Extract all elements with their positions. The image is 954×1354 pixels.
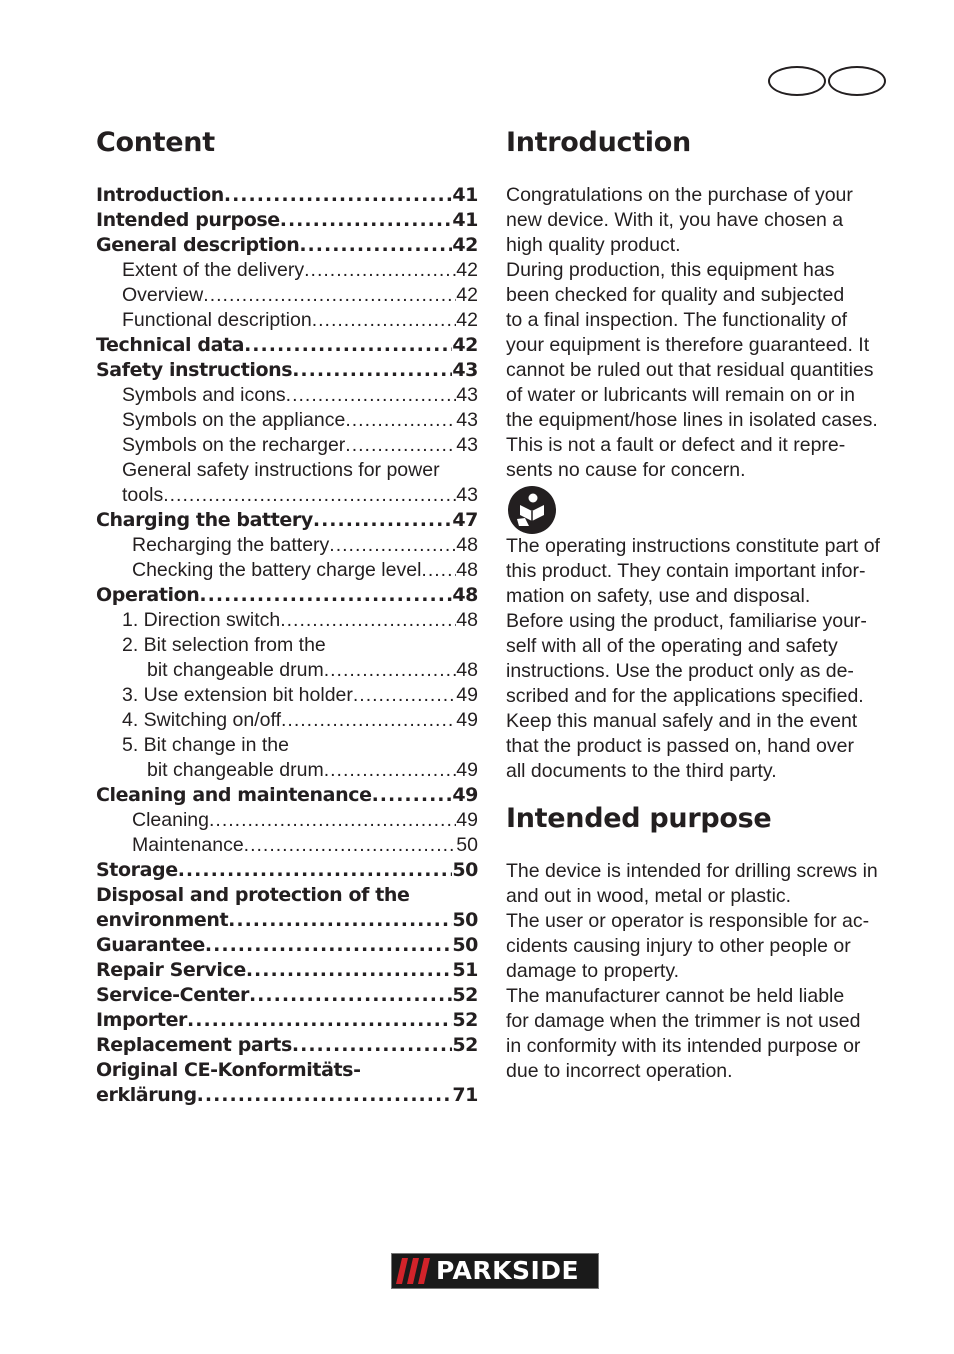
- introduction-line: cannot be ruled out that residual quantities: [506, 359, 874, 381]
- toc-entry-label: Maintenance: [132, 834, 244, 856]
- intended-purpose-line: due to incorrect operation.: [506, 1060, 733, 1082]
- toc-entry: [96, 958, 478, 983]
- toc-entry: [96, 558, 478, 583]
- introduction-line: Congratulations on the purchase of your: [506, 184, 853, 206]
- toc-entry: [96, 708, 478, 733]
- toc-leader-dots: [292, 1033, 452, 1058]
- toc-leader-dots: [324, 658, 457, 683]
- toc-leader-dots: [163, 483, 456, 508]
- operating-instructions-line: Before using the product, familiarise your-: [506, 610, 867, 632]
- toc-entry: [96, 833, 478, 858]
- table-of-contents: [96, 183, 478, 1108]
- toc-entry-page: 49: [456, 684, 478, 706]
- read-manual-icon: [507, 485, 557, 535]
- toc-leader-dots: [246, 958, 453, 983]
- toc-leader-dots: [281, 708, 456, 733]
- toc-entry-page: 49: [456, 709, 478, 731]
- operating-instructions-line: that the product is passed on, hand over: [506, 735, 854, 757]
- introduction-line: of water or lubricants will remain on or in: [506, 384, 855, 406]
- toc-entry-page: 48: [456, 559, 478, 581]
- toc-entry: [96, 733, 478, 758]
- toc-entry: [96, 783, 478, 808]
- toc-entry-page: 43: [456, 384, 478, 406]
- operating-instructions-line: mation on safety, use and disposal.: [506, 585, 811, 607]
- toc-entry-label: Overview: [122, 284, 204, 306]
- toc-leader-dots: [372, 783, 453, 808]
- toc-entry-page: 43: [456, 434, 478, 456]
- language-marker: [768, 66, 890, 98]
- toc-entry-label: 1. Direction switch: [122, 609, 281, 631]
- operating-instructions-line: this product. They contain important infor-: [506, 560, 866, 582]
- toc-leader-dots: [421, 558, 456, 583]
- toc-leader-dots: [313, 508, 453, 533]
- toc-entry: [96, 608, 478, 633]
- toc-entry: [96, 333, 478, 358]
- toc-entry-label: Checking the battery charge level: [132, 559, 422, 581]
- toc-entry-label: Guarantee: [96, 934, 205, 956]
- toc-entry-page: 50: [452, 934, 478, 956]
- parkside-logo: [391, 1253, 599, 1289]
- toc-entry: [96, 683, 478, 708]
- operating-instructions-text: [506, 534, 901, 784]
- toc-entry-page: 42: [452, 234, 478, 256]
- toc-entry-label: Cleaning and maintenance: [96, 784, 372, 806]
- introduction-line: been checked for quality and subjected: [506, 284, 845, 306]
- toc-leader-dots: [299, 233, 452, 258]
- toc-leader-dots: [286, 383, 457, 408]
- toc-entry: [96, 1083, 478, 1108]
- toc-entry-page: 49: [456, 809, 478, 831]
- toc-entry: [96, 583, 478, 608]
- toc-entry-page: 52: [452, 1034, 478, 1056]
- introduction-line: to a final inspection. The functionality of: [506, 309, 848, 331]
- toc-entry-page: 71: [452, 1084, 478, 1106]
- toc-entry: [96, 908, 478, 933]
- toc-leader-dots: [203, 283, 456, 308]
- toc-entry: [96, 458, 478, 483]
- intended-purpose-line: The manufacturer cannot be held liable: [506, 985, 845, 1007]
- toc-leader-dots: [178, 858, 453, 883]
- toc-entry-page: 43: [452, 359, 478, 381]
- toc-leader-dots: [224, 183, 452, 208]
- introduction-line: your equipment is therefore guaranteed. It: [506, 334, 870, 356]
- toc-leader-dots: [228, 908, 452, 933]
- toc-entry: [96, 883, 478, 908]
- logo-stripes-icon: [396, 1258, 432, 1284]
- toc-entry: [96, 208, 478, 233]
- toc-entry: [96, 533, 478, 558]
- toc-entry-label: General description: [96, 234, 300, 256]
- operating-instructions-line: The operating instructions constitute part of: [506, 535, 880, 557]
- toc-entry-label: General safety instructions for power: [122, 459, 440, 481]
- toc-entry-label: tools: [122, 484, 164, 506]
- toc-entry: [96, 483, 478, 508]
- language-oval-right: [828, 66, 886, 96]
- toc-entry-page: 43: [456, 409, 478, 431]
- toc-entry-page: 52: [452, 1009, 478, 1031]
- toc-entry-label: Operation: [96, 584, 200, 606]
- toc-entry: [96, 258, 478, 283]
- toc-entry-label: Charging the battery: [96, 509, 313, 531]
- toc-entry: [96, 1033, 478, 1058]
- toc-entry-page: 42: [456, 284, 478, 306]
- toc-leader-dots: [329, 533, 456, 558]
- toc-entry-page: 41: [452, 184, 478, 206]
- toc-entry-label: Service-Center: [96, 984, 249, 1006]
- toc-entry-label: 3. Use extension bit holder: [122, 684, 353, 706]
- intended-purpose-text: [506, 859, 901, 1084]
- toc-leader-dots: [324, 758, 457, 783]
- introduction-line: During production, this equipment has: [506, 259, 835, 281]
- toc-entry-page: 48: [456, 534, 478, 556]
- toc-entry: [96, 658, 478, 683]
- toc-entry-label: Storage: [96, 859, 178, 881]
- introduction-line: sents no cause for concern.: [506, 459, 746, 481]
- toc-leader-dots: [249, 983, 452, 1008]
- toc-entry-page: 49: [456, 759, 478, 781]
- toc-entry: [96, 1008, 478, 1033]
- toc-entry-page: 48: [456, 609, 478, 631]
- operating-instructions-line: instructions. Use the product only as de-: [506, 660, 854, 682]
- toc-entry-page: 42: [456, 259, 478, 281]
- introduction-heading: Introduction: [506, 127, 691, 158]
- toc-leader-dots: [304, 258, 456, 283]
- toc-entry-label: 2. Bit selection from the: [122, 634, 326, 656]
- toc-entry-page: 50: [452, 859, 478, 881]
- operating-instructions-line: scribed and for the applications specified.: [506, 685, 864, 707]
- toc-leader-dots: [244, 333, 452, 358]
- toc-entry-label: Recharging the battery: [132, 534, 330, 556]
- toc-entry-page: 52: [452, 984, 478, 1006]
- toc-entry: [96, 808, 478, 833]
- introduction-line: high quality product.: [506, 234, 681, 256]
- toc-entry-label: 4. Switching on/off: [122, 709, 281, 731]
- toc-entry-label: Symbols on the recharger: [122, 434, 346, 456]
- toc-entry-label: erklärung: [96, 1084, 197, 1106]
- intended-purpose-line: The user or operator is responsible for ac-: [506, 910, 870, 932]
- intended-purpose-line: for damage when the trimmer is not used: [506, 1010, 861, 1032]
- toc-entry-label: Repair Service: [96, 959, 246, 981]
- toc-entry-page: 43: [456, 484, 478, 506]
- toc-entry-page: 42: [452, 334, 478, 356]
- toc-leader-dots: [312, 308, 457, 333]
- toc-entry-label: Introduction: [96, 184, 224, 206]
- toc-entry-page: 41: [452, 209, 478, 231]
- introduction-text: [506, 183, 901, 483]
- brand-name: PARKSIDE: [436, 1256, 580, 1285]
- toc-entry-page: 48: [456, 659, 478, 681]
- introduction-line: This is not a fault or defect and it repre-: [506, 434, 846, 456]
- toc-entry: [96, 183, 478, 208]
- toc-entry-label: bit changeable drum: [147, 659, 324, 681]
- toc-leader-dots: [197, 1083, 453, 1108]
- toc-entry-label: Extent of the delivery: [122, 259, 305, 281]
- toc-entry-page: 51: [452, 959, 478, 981]
- intended-purpose-line: The device is intended for drilling screws in: [506, 860, 878, 882]
- toc-entry: [96, 433, 478, 458]
- toc-leader-dots: [244, 833, 457, 858]
- language-oval-left: [768, 66, 826, 96]
- toc-entry: [96, 383, 478, 408]
- toc-entry-label: Original CE-Konformitäts-: [96, 1059, 361, 1081]
- toc-entry-page: 50: [456, 834, 478, 856]
- toc-entry-label: 5. Bit change in the: [122, 734, 289, 756]
- toc-entry: [96, 1058, 478, 1083]
- toc-entry-label: Functional description: [122, 309, 312, 331]
- intended-purpose-line: damage to property.: [506, 960, 680, 982]
- introduction-line: new device. With it, you have chosen a: [506, 209, 844, 231]
- toc-entry-label: environment: [96, 909, 229, 931]
- toc-entry-label: Technical data: [96, 334, 245, 356]
- toc-entry: [96, 508, 478, 533]
- toc-entry-label: Replacement parts: [96, 1034, 292, 1056]
- intended-purpose-heading: Intended purpose: [506, 803, 772, 834]
- intended-purpose-line: and out in wood, metal or plastic.: [506, 885, 792, 907]
- toc-entry-label: Cleaning: [132, 809, 209, 831]
- toc-leader-dots: [199, 583, 452, 608]
- toc-entry-label: Symbols and icons: [122, 384, 286, 406]
- toc-entry-label: Symbols on the appliance: [122, 409, 346, 431]
- toc-entry-label: bit changeable drum: [147, 759, 324, 781]
- toc-entry: [96, 983, 478, 1008]
- toc-entry-label: Disposal and protection of the: [96, 884, 410, 906]
- toc-title: Content: [96, 127, 215, 158]
- toc-entry: [96, 858, 478, 883]
- toc-leader-dots: [292, 358, 452, 383]
- toc-leader-dots: [187, 1008, 452, 1033]
- toc-leader-dots: [353, 683, 456, 708]
- operating-instructions-line: all documents to the third party.: [506, 760, 777, 782]
- operating-instructions-line: Keep this manual safely and in the event: [506, 710, 858, 732]
- toc-leader-dots: [345, 408, 456, 433]
- toc-entry-page: 50: [452, 909, 478, 931]
- toc-entry-label: Safety instructions: [96, 359, 293, 381]
- intended-purpose-line: cidents causing injury to other people or: [506, 935, 851, 957]
- toc-leader-dots: [209, 808, 456, 833]
- toc-entry: [96, 308, 478, 333]
- toc-entry: [96, 358, 478, 383]
- toc-entry: [96, 233, 478, 258]
- toc-entry: [96, 283, 478, 308]
- toc-entry-label: Importer: [96, 1009, 188, 1031]
- toc-leader-dots: [345, 433, 456, 458]
- toc-entry-page: 48: [452, 584, 478, 606]
- toc-entry-label: Intended purpose: [96, 209, 280, 231]
- toc-entry-page: 42: [456, 309, 478, 331]
- toc-entry: [96, 633, 478, 658]
- operating-instructions-line: self with all of the operating and safety: [506, 635, 838, 657]
- toc-entry: [96, 933, 478, 958]
- toc-leader-dots: [280, 208, 453, 233]
- toc-entry-page: 47: [452, 509, 478, 531]
- toc-entry: [96, 758, 478, 783]
- toc-leader-dots: [280, 608, 456, 633]
- toc-leader-dots: [205, 933, 452, 958]
- toc-entry: [96, 408, 478, 433]
- introduction-line: the equipment/hose lines in isolated cases.: [506, 409, 878, 431]
- intended-purpose-line: in conformity with its intended purpose or: [506, 1035, 861, 1057]
- toc-entry-page: 49: [452, 784, 478, 806]
